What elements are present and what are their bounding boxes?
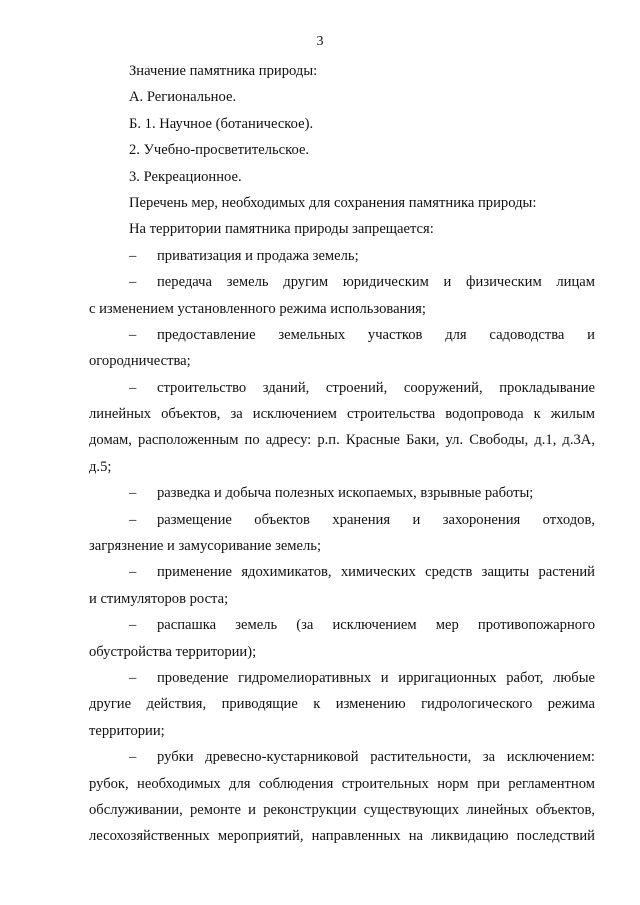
list-item-text: строительство зданий, строений, сооружений, прокладывание	[157, 379, 595, 396]
list-dash: –	[129, 326, 137, 343]
significance-scientific: Б. 1. Научное (ботаническое).	[129, 115, 314, 132]
list-item-continuation-line: и стимуляторов роста;	[89, 590, 229, 607]
list-dash: –	[129, 511, 137, 528]
list-dash: –	[129, 617, 137, 634]
list-item-first-line	[89, 612, 595, 638]
prohibited-list-item	[89, 559, 595, 612]
list-dash: –	[129, 669, 137, 686]
list-item-first-line	[89, 480, 595, 506]
list-dash: –	[129, 247, 137, 264]
list-item-text: передача земель другим юридическим и физическим лицам	[157, 274, 595, 291]
list-dash: –	[129, 485, 137, 502]
list-item-continuation-line: загрязнение и замусоривание земель;	[89, 538, 322, 555]
list-item-continuation-line: другие действия, приводящие к изменению гидрологического режима	[89, 696, 595, 713]
prohibited-list-item	[89, 375, 595, 481]
prohibited-list-item	[89, 480, 595, 506]
list-item-continuation-line: с изменением установленного режима использования;	[89, 300, 426, 317]
list-item-first-line	[89, 269, 595, 295]
prohibited-list-item	[89, 612, 595, 665]
list-item-text: рубки древесно-кустарниковой растительности, за исключением:	[157, 749, 595, 766]
page-number: 3	[316, 34, 324, 49]
prohibited-list-item	[89, 243, 595, 269]
list-item-continuation-line: д.5;	[89, 458, 112, 475]
list-item-first-line	[89, 322, 595, 348]
list-item-text: приватизация и продажа земель;	[157, 247, 359, 264]
significance-educational: 2. Учебно-просветительское.	[129, 142, 310, 159]
list-item-continuation-line: обустройства территории);	[89, 643, 257, 660]
prohibited-list-item	[89, 744, 595, 850]
list-item-text: разведка и добыча полезных ископаемых, взрывные работы;	[157, 485, 534, 502]
prohibited-list-item	[89, 665, 595, 744]
prohibited-list	[89, 243, 595, 850]
list-dash: –	[129, 749, 137, 766]
list-item-first-line	[89, 744, 595, 770]
list-item-continuation-line: домам, расположенным по адресу: р.п. Красные Баки, ул. Свободы, д.1, д.3А,	[89, 432, 595, 449]
list-item-text: предоставление земельных участков для садоводства и	[157, 326, 595, 343]
list-item-text: распашка земель (за исключением мер противопожарного	[157, 617, 595, 634]
list-dash: –	[129, 379, 137, 396]
list-dash: –	[129, 564, 137, 581]
measures-heading: Перечень мер, необходимых для сохранения памятника природы:	[129, 194, 537, 211]
list-item-first-line	[89, 507, 595, 533]
list-item-continuation-line: обслуживании, ремонте и реконструкции существующих линейных объектов,	[89, 801, 595, 818]
list-item-continuation-line: территории;	[89, 722, 165, 739]
significance-heading: Значение памятника природы:	[129, 63, 318, 79]
prohibited-list-item	[89, 269, 595, 322]
list-item-continuation-line: линейных объектов, за исключением строительства водопровода к жилым	[89, 406, 595, 423]
list-item-first-line	[89, 243, 595, 269]
list-item-text: размещение объектов хранения и захоронения отходов,	[157, 511, 595, 528]
significance-regional: А. Региональное.	[129, 89, 237, 106]
list-item-text: проведение гидромелиоративных и ирригационных работ, любые	[157, 669, 595, 686]
prohibited-list-item	[89, 507, 595, 560]
list-item-continuation-line: огородничества;	[89, 353, 191, 370]
list-item-first-line	[89, 559, 595, 585]
prohibited-intro: На территории памятника природы запрещается:	[129, 221, 434, 238]
significance-recreational: 3. Рекреационное.	[129, 168, 242, 185]
document-body	[89, 58, 595, 850]
list-item-text: применение ядохимикатов, химических средств защиты растений	[157, 564, 595, 581]
list-item-first-line	[89, 665, 595, 691]
prohibited-list-item	[89, 322, 595, 375]
list-item-first-line	[89, 375, 595, 401]
list-dash: –	[129, 274, 137, 291]
list-item-continuation-line: лесохозяйственных мероприятий, направленных на ликвидацию последствий	[89, 828, 595, 845]
list-item-continuation-line: рубок, необходимых для соблюдения строительных норм при регламентном	[89, 775, 595, 792]
